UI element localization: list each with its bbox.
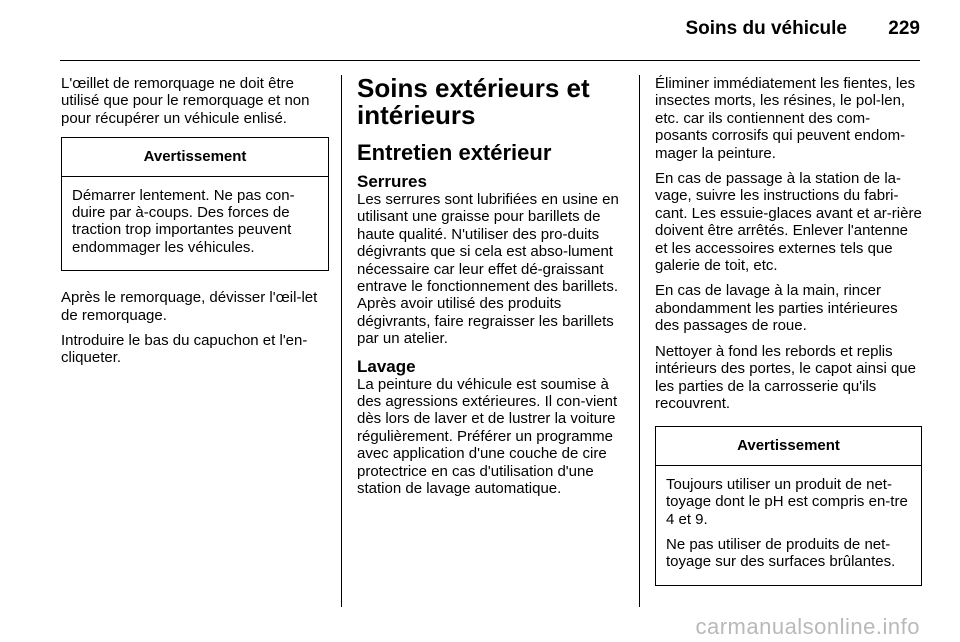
paragraph: Éliminer immédiatement les fientes, les insectes morts, les résines, le pol-len, etc. car ils contiennent des com-posants corrosifs qui peuvent endom-mager la peinture. xyxy=(655,75,916,162)
warning-text: Ne pas utiliser de produits de net-toyage sur des surfaces brûlantes. xyxy=(666,535,896,571)
paragraph: En cas de lavage à la main, rincer abondamment les parties intérieures des passages de roue. xyxy=(655,282,898,335)
section-heading: Entretien extérieur xyxy=(357,140,552,165)
warning-box xyxy=(61,137,329,271)
subsection-heading-washing: Lavage xyxy=(357,356,416,376)
intro-paragraph: L'œillet de remorquage ne doit être utilisé que pour le remorquage et non pour récupérer un véhicule enlisé. xyxy=(61,75,310,127)
paragraph: Introduire le bas du capuchon et l'en-cliqueter. xyxy=(61,332,308,367)
page-number: 229 xyxy=(888,18,920,39)
section-title: Soins du véhicule xyxy=(685,18,847,39)
paragraph: En cas de passage à la station de la-vage, suivre les instructions du fabri-cant. Les essuie-glaces avant et ar-rière doivent être arrêtés. Enlever l'antenne et les accessoires externes tels que galerie de toit, etc. xyxy=(655,170,922,275)
column-divider xyxy=(341,75,342,607)
warning-box xyxy=(655,426,922,585)
warning-text: Toujours utiliser un produit de net-toyage dont le pH est compris en-tre 4 et 9. xyxy=(666,475,908,528)
column-right xyxy=(655,75,922,604)
watermark: carmanualsonline.info xyxy=(695,614,920,639)
warning-title: Avertissement xyxy=(656,427,921,465)
subsection-heading-locks: Serrures xyxy=(357,172,427,191)
warning-text: Démarrer lentement. Ne pas con-duire par à-coups. Des forces de traction trop importantes peuvent endommager les véhicules. xyxy=(72,186,295,256)
column-divider xyxy=(639,75,640,607)
washing-paragraph: La peinture du véhicule est soumise à des agressions extérieures. Il con-vient dès lors de laver et de lustrer la voiture régulièrement. Préférer un programme avec application d'une couche de cire protectrice en cas d'utilisation d'une station de lavage automatique. xyxy=(357,375,618,498)
paragraph: Nettoyer à fond les rebords et replis intérieurs des portes, le capot ainsi que les parties de la carrosserie qu'ils recouvrent. xyxy=(655,342,916,412)
header-divider xyxy=(60,60,920,61)
column-left xyxy=(61,75,329,375)
chapter-heading: Soins extérieurs et intérieurs xyxy=(357,73,590,130)
locks-paragraph: Les serrures sont lubrifiées en usine en utilisant une graisse pour barillets de haute qualité. N'utiliser des pro-duits dégivrants que si cela est abso-lument nécessaire car leur effet dé-graissant entrave le fonctionnement des barillets. Après avoir utilisé des produits dégivrants, faire regraisser les barillets par un atelier. xyxy=(357,191,619,348)
column-middle xyxy=(357,75,627,506)
paragraph: Après le remorquage, dévisser l'œil-let de remorquage. xyxy=(61,289,318,324)
warning-title: Avertissement xyxy=(62,138,328,176)
